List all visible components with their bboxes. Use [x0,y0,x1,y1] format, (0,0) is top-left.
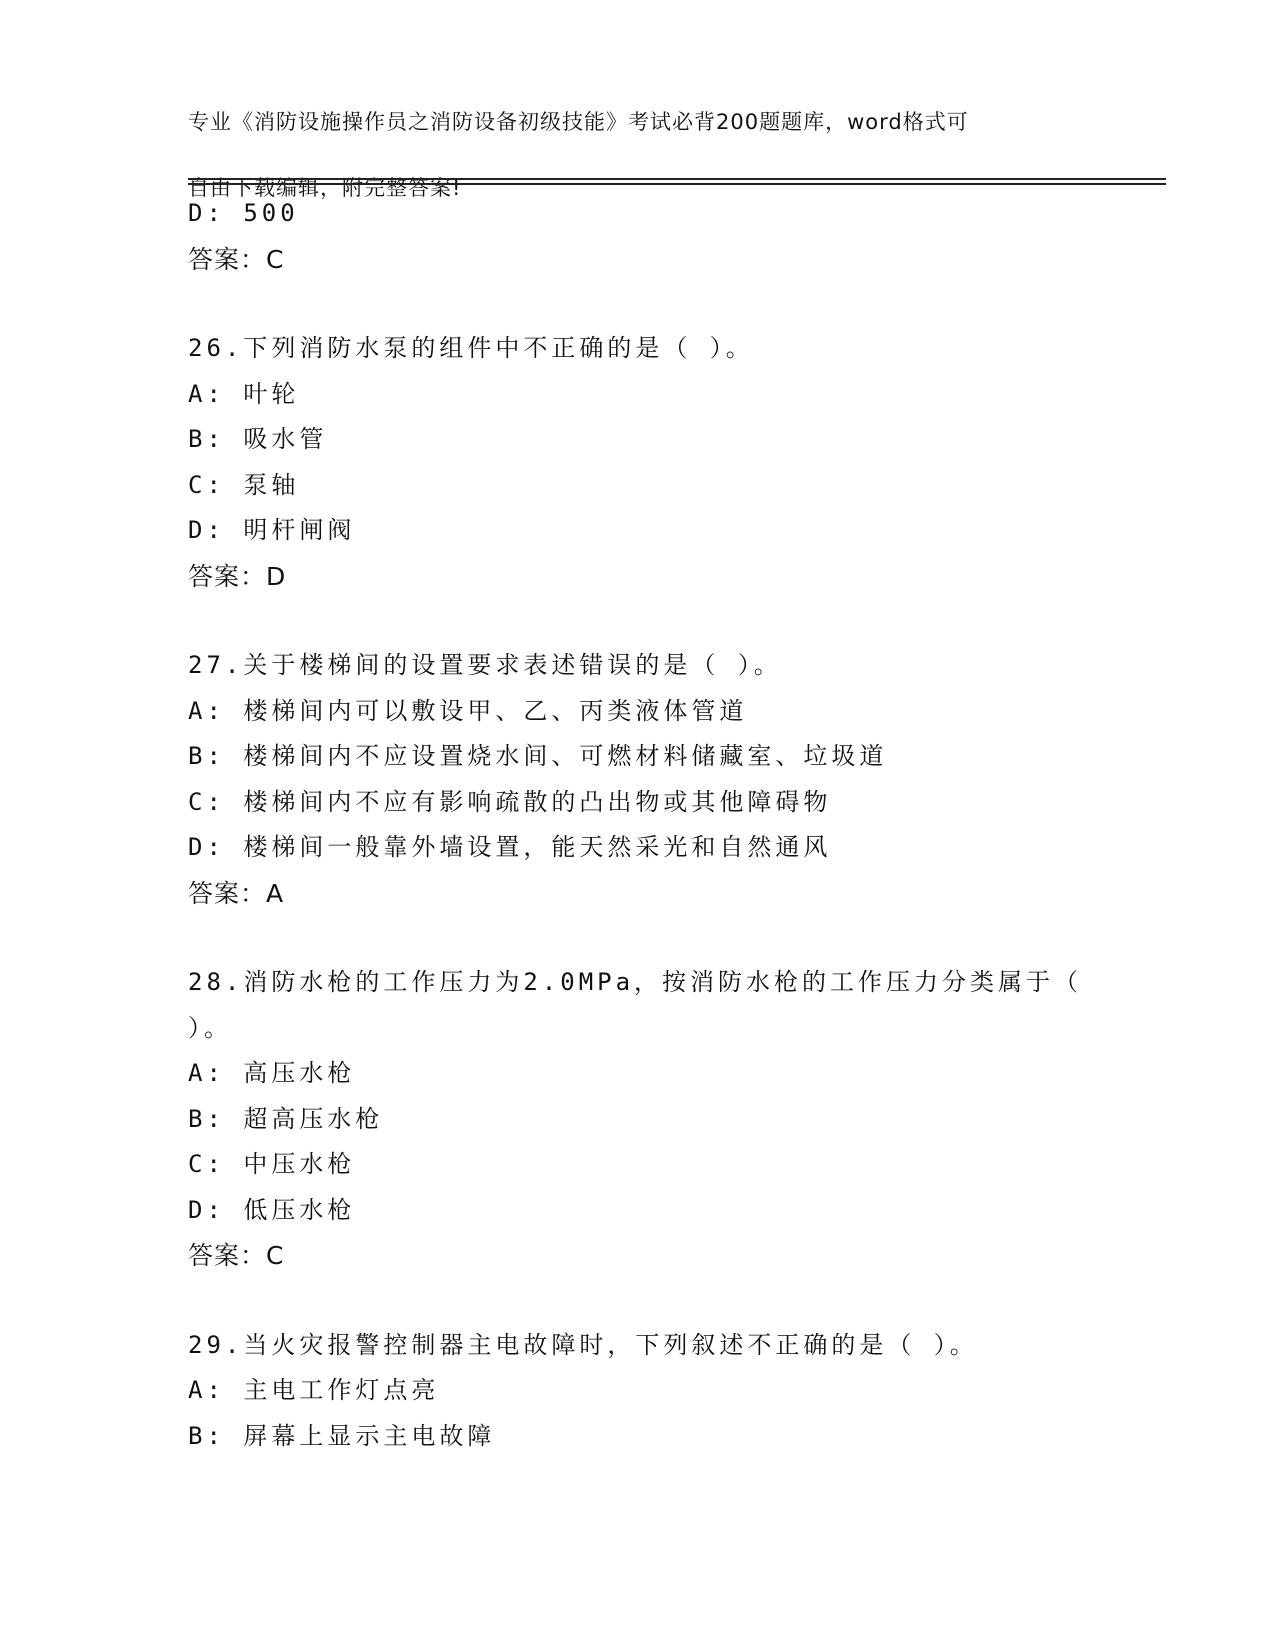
question-list [188,191,1148,1459]
header-line-1: 专业《消防设施操作员之消防设备初级技能》考试必背200题题库，word格式可 [188,110,969,134]
option-d: D: 低压水枪 [188,1195,356,1224]
header-line-2: 自由下载编辑，附完整答案! [188,176,462,200]
question-stem-line-2: ）。 [188,1013,232,1042]
question-28 [188,960,1148,1279]
option-c: C: 中压水枪 [188,1150,356,1178]
option-c: C: 楼梯间内不应有影响疏散的凸出物或其他障碍物 [188,787,832,816]
option-b: B: 超高压水枪 [188,1104,384,1133]
option-b: B: 吸水管 [188,425,328,453]
option-d: D: 500 [188,199,299,227]
option-a: A: 楼梯间内可以敷设甲、乙、丙类液体管道 [188,696,748,725]
option-a: A: 叶轮 [188,379,300,408]
question-stem: 27.关于楼梯间的设置要求表述错误的是（ ）。 [188,651,782,679]
option-b: B: 屏幕上显示主电故障 [188,1421,496,1450]
header-divider-bottom [188,183,1166,185]
question-29 [188,1323,1148,1460]
option-c: C: 泵轴 [188,470,300,499]
answer-line: 答案：C [188,1241,285,1270]
option-b: B: 楼梯间内不应设置烧水间、可燃材料储藏室、垃圾道 [188,742,888,770]
answer-line: 答案：A [188,878,285,908]
option-a: A: 高压水枪 [188,1059,356,1087]
answer-line: 答案：C [188,244,285,274]
question-stem-line-1: 28.消防水枪的工作压力为2.0MPa，按消防水枪的工作压力分类属于（ [188,968,1083,996]
question-27 [188,643,1148,916]
question-stem: 26.下列消防水泵的组件中不正确的是（ ）。 [188,334,754,362]
option-d: D: 楼梯间一般靠外墙设置，能天然采光和自然通风 [188,833,832,861]
option-a: A: 主电工作灯点亮 [188,1376,440,1404]
prev-question-tail [188,191,1148,282]
header-divider-top [188,178,1166,180]
answer-line: 答案：D [188,561,287,591]
option-d: D: 明杆闸阀 [188,516,356,544]
question-26 [188,326,1148,599]
question-stem: 29.当火灾报警控制器主电故障时，下列叙述不正确的是（ ）。 [188,1330,978,1359]
